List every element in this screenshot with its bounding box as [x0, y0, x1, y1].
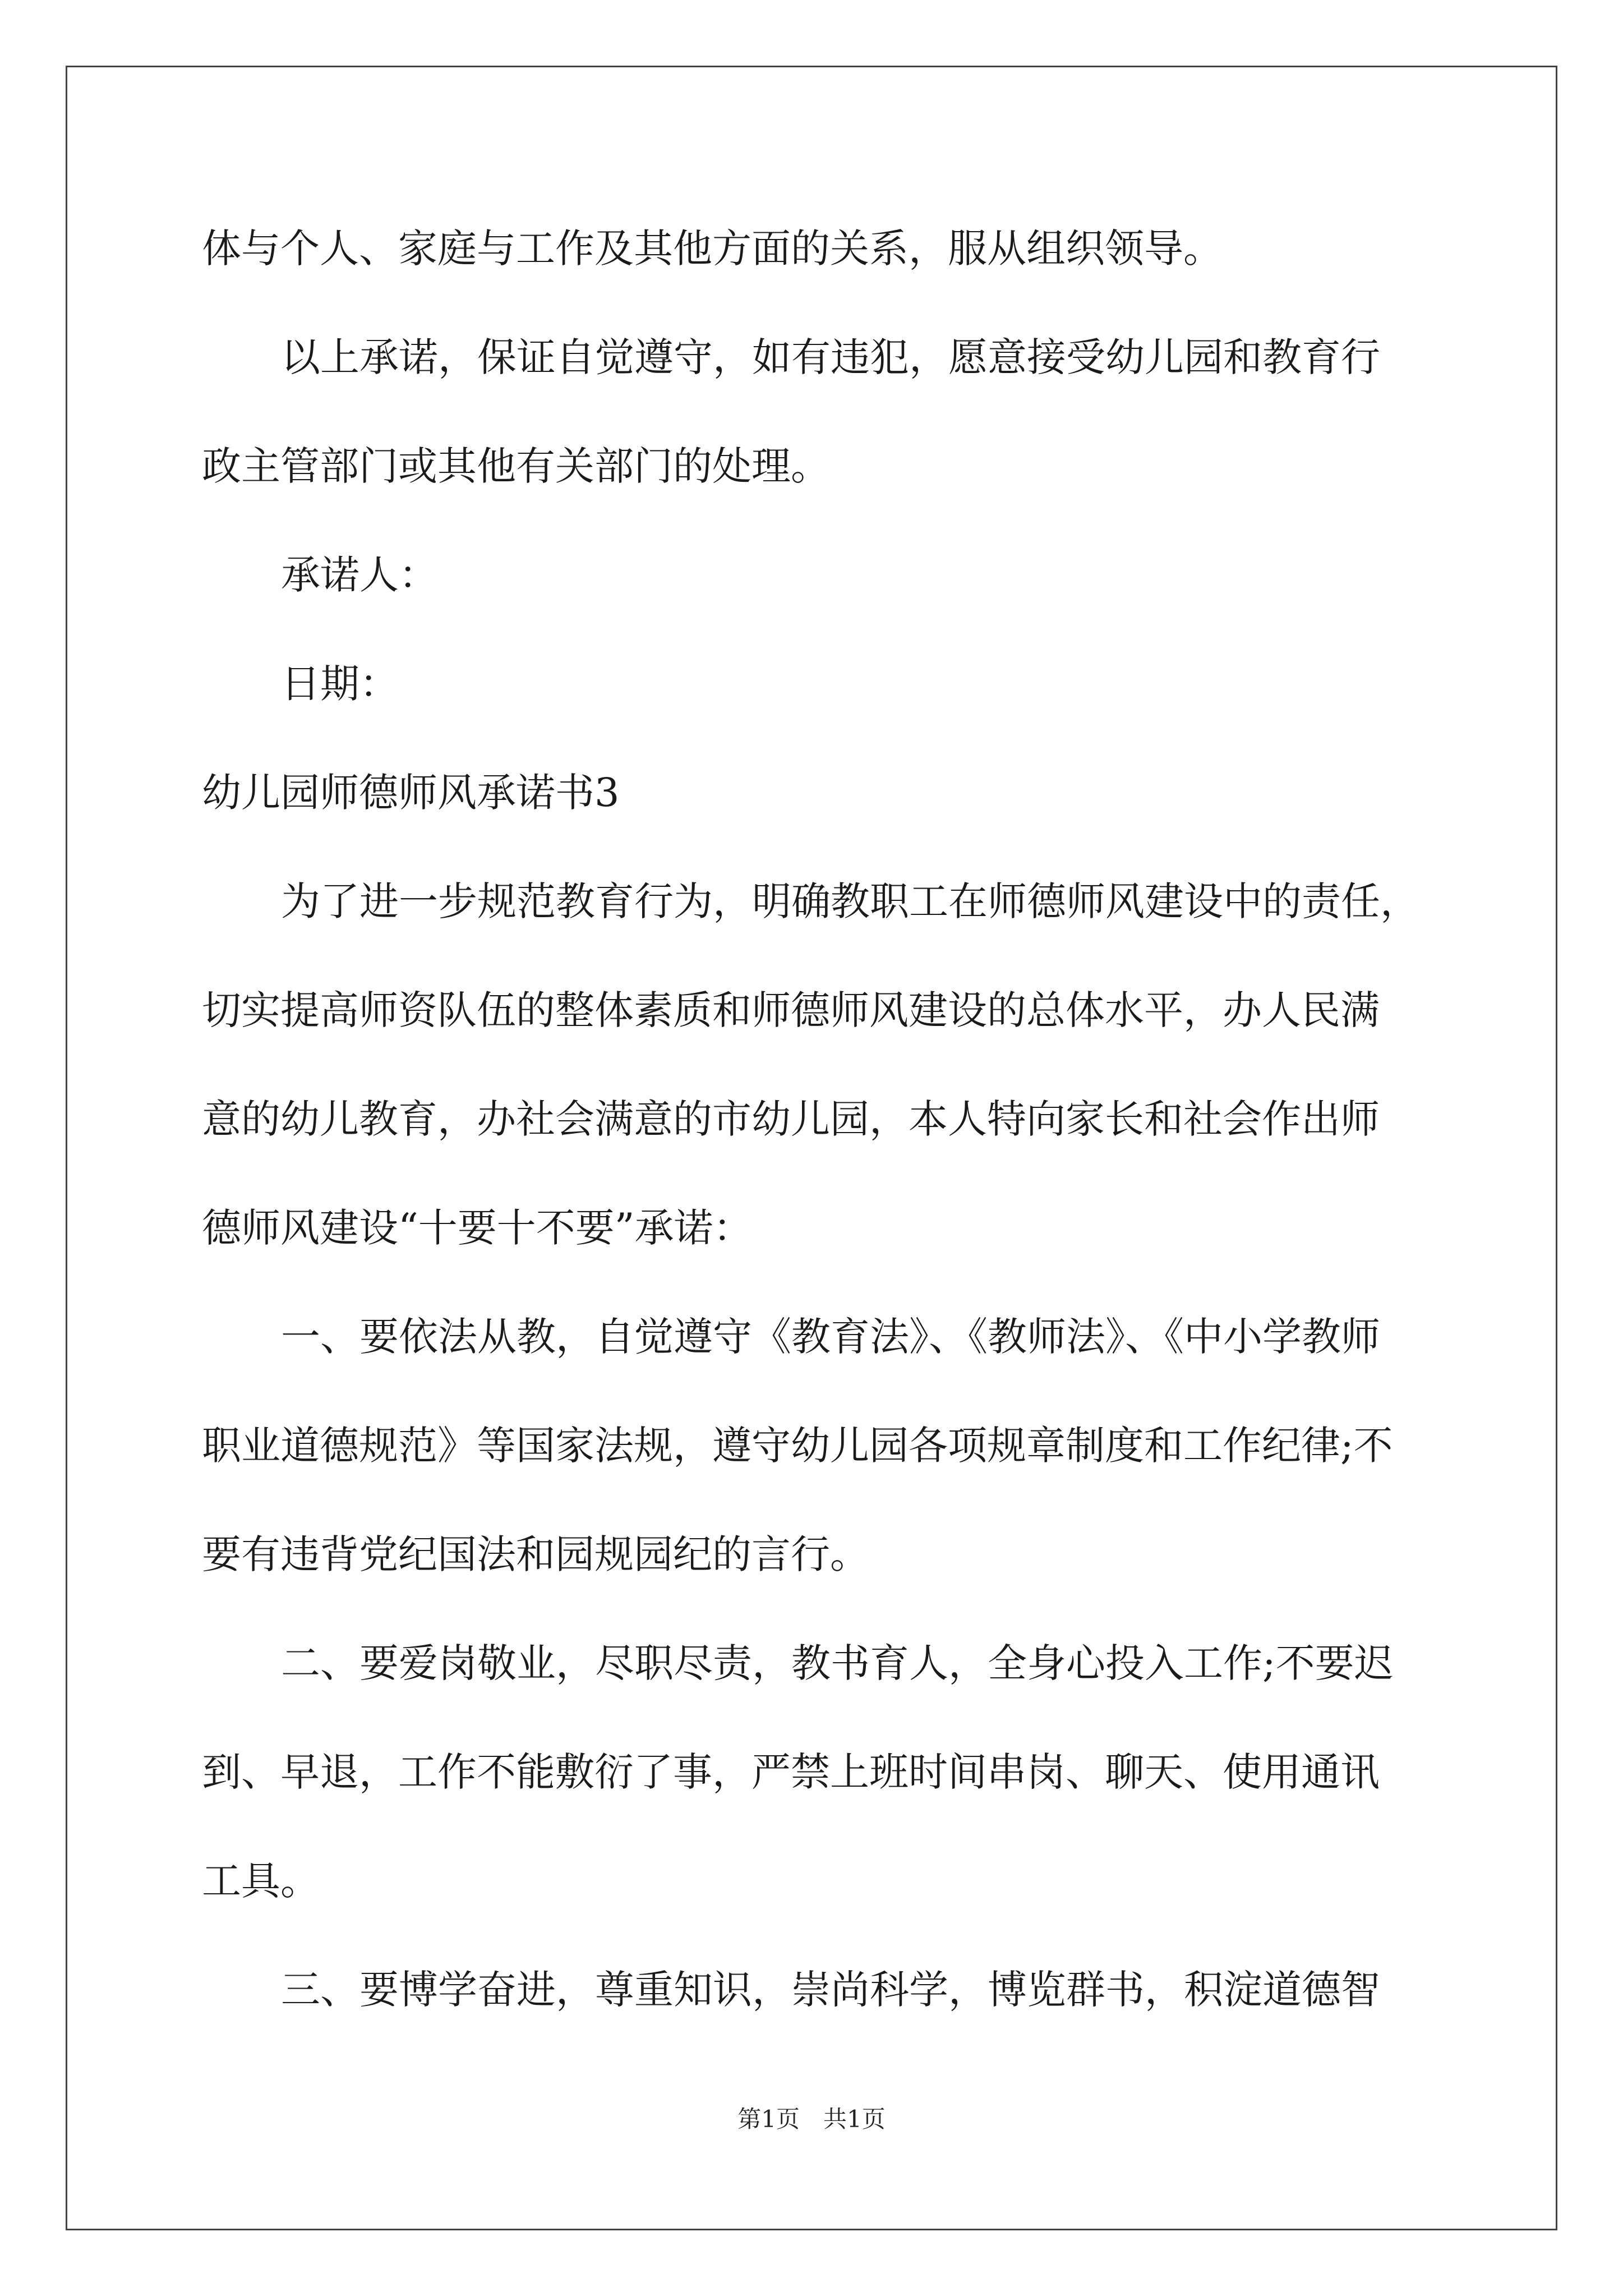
- paragraph-line: 三、要博学奋进，尊重知识，崇尚科学，博览群书，积淀道德智: [281, 1967, 1380, 2013]
- paragraph-line: 职业道德规范》等国家法规，遵守幼儿园各项规章制度和工作纪律;不: [202, 1423, 1393, 1469]
- paragraph-line: 要有违背党纪国法和园规园纪的言行。: [202, 1531, 869, 1577]
- signatory-label: 承诺人：: [281, 552, 438, 598]
- paragraph-line: 切实提高师资队伍的整体素质和师德师风建设的总体水平，办人民满: [202, 987, 1380, 1033]
- paragraph-line: 政主管部门或其他有关部门的处理。: [202, 443, 830, 489]
- paragraph-line: 以上承诺，保证自觉遵守，如有违犯，愿意接受幼儿园和教育行: [281, 334, 1380, 380]
- paragraph-line: 德师风建设“十要十不要”承诺：: [202, 1205, 753, 1251]
- paragraph-line: 意的幼儿教育，办社会满意的市幼儿园，本人特向家长和社会作出师: [202, 1096, 1380, 1142]
- paragraph-line: 到、早退，工作不能敷衍了事，严禁上班时间串岗、聊天、使用通讯: [202, 1749, 1380, 1795]
- page-number: 第1页 共1页: [737, 2105, 886, 2133]
- date-label: 日期：: [281, 661, 399, 707]
- paragraph-line: 体与个人、家庭与工作及其他方面的关系，服从组织领导。: [202, 226, 1223, 272]
- paragraph-line: 为了进一步规范教育行为，明确教职工在师德师风建设中的责任，: [281, 878, 1419, 924]
- section-title: 幼儿园师德师风承诺书3: [202, 770, 620, 816]
- paragraph-line: 二、要爱岗敬业，尽职尽责，教书育人，全身心投入工作;不要迟: [281, 1640, 1394, 1686]
- paragraph-line: 工具。: [202, 1858, 320, 1904]
- paragraph-line: 一、要依法从教，自觉遵守《教育法》、《教师法》、《中小学教师: [281, 1314, 1380, 1360]
